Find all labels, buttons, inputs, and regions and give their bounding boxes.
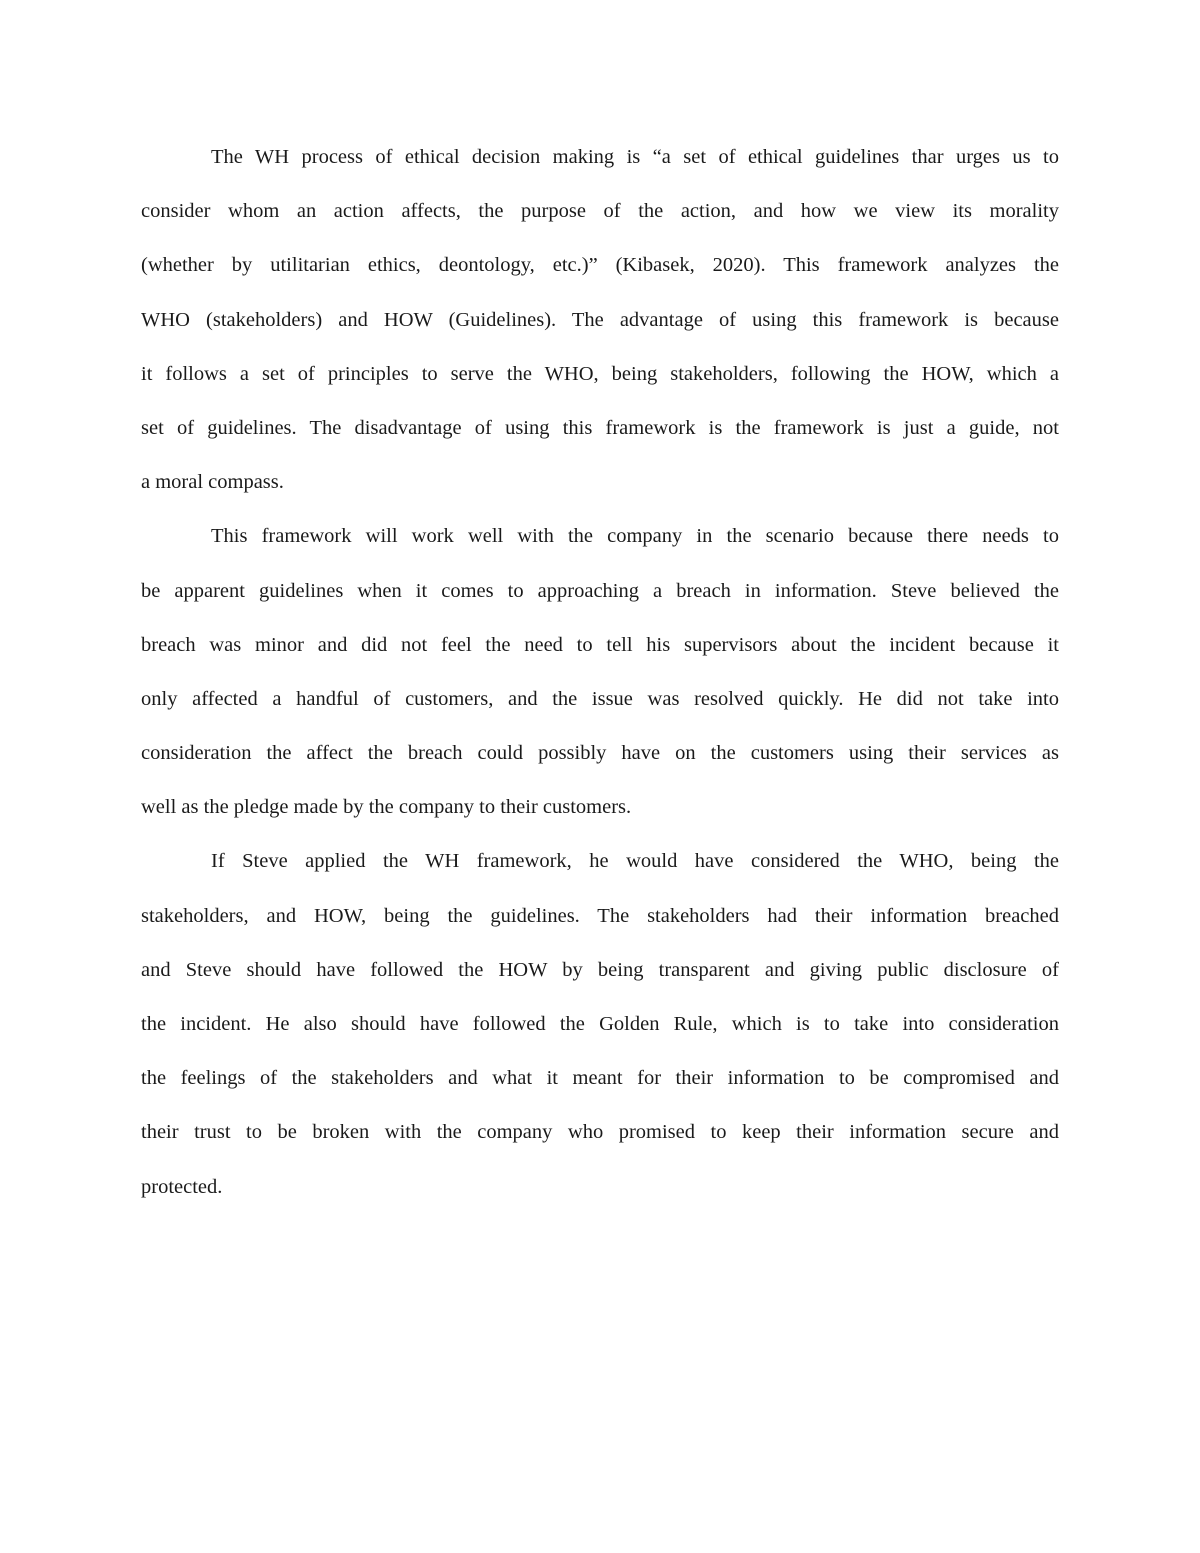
paragraph-1-line-4: WHO (stakeholders) and HOW (Guidelines). The advantage of using this framework is because <box>141 308 1059 331</box>
paragraph-3-line-2: stakeholders, and HOW, being the guidelines. The stakeholders had their information breached <box>141 904 1059 927</box>
paragraph-2-line-2: be apparent guidelines when it comes to approaching a breach in information. Steve believed the <box>141 579 1059 602</box>
paragraph-3-line-1: If Steve applied the WH framework, he would have considered the WHO, being the <box>211 850 1059 873</box>
paragraph-2-line-1: This framework will work well with the company in the scenario because there needs to <box>211 525 1059 548</box>
paragraph-1-line-2: consider whom an action affects, the purpose of the action, and how we view its morality <box>141 200 1059 223</box>
paragraph-2-line-5: consideration the affect the breach could possibly have on the customers using their services as <box>141 742 1059 765</box>
paragraph-3-line-7: protected. <box>141 1175 223 1198</box>
paragraph-1-line-6: set of guidelines. The disadvantage of using this framework is the framework is just a guide, not <box>141 416 1059 439</box>
paragraph-1-line-1: The WH process of ethical decision making is “a set of ethical guidelines thar urges us to <box>211 146 1059 168</box>
document-body <box>141 130 1059 1214</box>
paragraph-2-line-4: only affected a handful of customers, and the issue was resolved quickly. He did not take into <box>141 687 1059 710</box>
paragraph-3-line-6: their trust to be broken with the company who promised to keep their information secure and <box>141 1121 1059 1144</box>
paragraph-2-line-3: breach was minor and did not feel the need to tell his supervisors about the incident because it <box>141 633 1059 656</box>
paragraph-3-line-3: and Steve should have followed the HOW by being transparent and giving public disclosure of <box>141 958 1059 981</box>
paragraph-3-line-5: the feelings of the stakeholders and what it meant for their information to be compromised and <box>141 1067 1059 1090</box>
paragraph-1-line-7: a moral compass. <box>141 471 284 494</box>
paragraph-2-line-6: well as the pledge made by the company to their customers. <box>141 796 632 819</box>
paragraph-3-line-4: the incident. He also should have followed the Golden Rule, which is to take into consideration <box>141 1013 1059 1035</box>
paragraph-1-line-3: (whether by utilitarian ethics, deontology, etc.)” (Kibasek, 2020). This framework analyzes the <box>141 254 1059 277</box>
paragraph-1-line-5: it follows a set of principles to serve the WHO, being stakeholders, following the HOW, which a <box>141 362 1059 385</box>
